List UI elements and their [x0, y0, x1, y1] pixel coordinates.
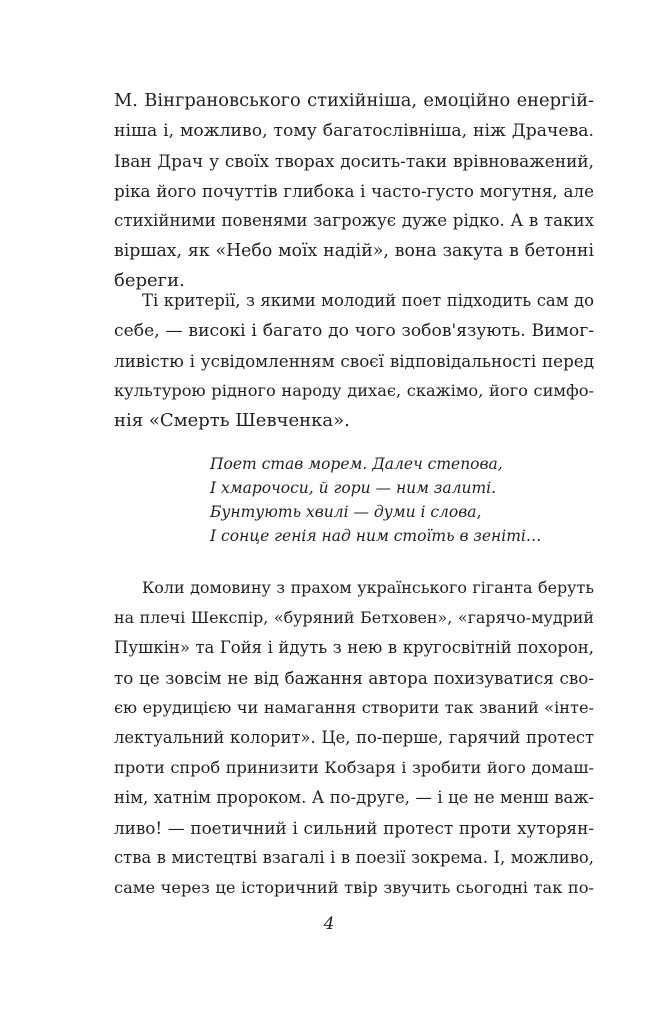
text-line: то це зовсім не від бажання автора похизуватися сво-	[114, 668, 594, 688]
text-line: Іван Драч у своїх творах досить-таки врівноважений,	[114, 151, 594, 171]
text-line: ства в мистецтві взагалі і в поезії зокрема. І, можливо,	[114, 848, 594, 867]
text-line: ніша і, можливо, тому багатослівніша, ніж Драчева.	[114, 121, 594, 141]
text-line: ливо! — поетичний і сильний протест проти хуторян-	[114, 818, 594, 838]
text-line: Ті критерії, з якими молодий поет підходить сам до	[142, 291, 594, 310]
text-line: нім, хатнім пророком. А по-друге, — і це не менш важ-	[114, 788, 594, 807]
text-line: ливістю і усвідомленням своєї відповідальності перед	[114, 351, 594, 371]
text-line: Пушкін» та Гойя і йдуть з нею в кругосвітній похорон,	[114, 638, 594, 657]
poem-line: І сонце генія над ним стоїть в зеніті…	[210, 527, 542, 545]
paragraph-1	[114, 86, 594, 296]
text-line: стихійними повенями загрожує дуже рідко. А в таких	[114, 211, 594, 230]
text-line: саме через це історичний твір звучить сьогодні так по-	[114, 878, 594, 897]
text-line: культурою рідного народу дихає, скажімо, його симфо-	[114, 381, 594, 400]
poem-line: І хмарочоси, й гори — ним залиті.	[210, 479, 497, 497]
text-line: віршах, як «Небо моїх надій», вона закута в бетонні	[114, 241, 594, 261]
poem-line: Поет став морем. Далеч степова,	[210, 455, 503, 473]
text-line: Коли домовину з прахом українського гіганта беруть	[142, 578, 594, 597]
page-number: 4	[323, 914, 335, 934]
text-line: нія «Смерть Шевченка».	[114, 410, 350, 431]
poem-line: Бунтують хвилі — думи і слова,	[210, 503, 482, 521]
text-line: себе, — високі і багато до чого зобов'язують. Вимог-	[114, 321, 594, 341]
text-line: береги.	[114, 270, 185, 291]
text-line: ріка його почуттів глибока і часто-густо могутня, але	[114, 181, 594, 201]
paragraph-2	[114, 286, 594, 436]
text-line: проти спроб принизити Кобзаря і зробити його домаш-	[114, 758, 594, 777]
text-line: М. Вінграновського стихійніша, емоційно енергій-	[114, 90, 594, 111]
text-line: єю ерудицією чи намагання створити так званий «інте-	[114, 698, 594, 717]
text-line: на плечі Шекспір, «буряний Бетховен», «гарячо-мудрий	[114, 608, 594, 627]
paragraph-3	[114, 573, 594, 903]
poem-quote	[210, 452, 541, 548]
text-line: лектуальний колорит». Це, по-перше, гарячий протест	[114, 728, 594, 747]
